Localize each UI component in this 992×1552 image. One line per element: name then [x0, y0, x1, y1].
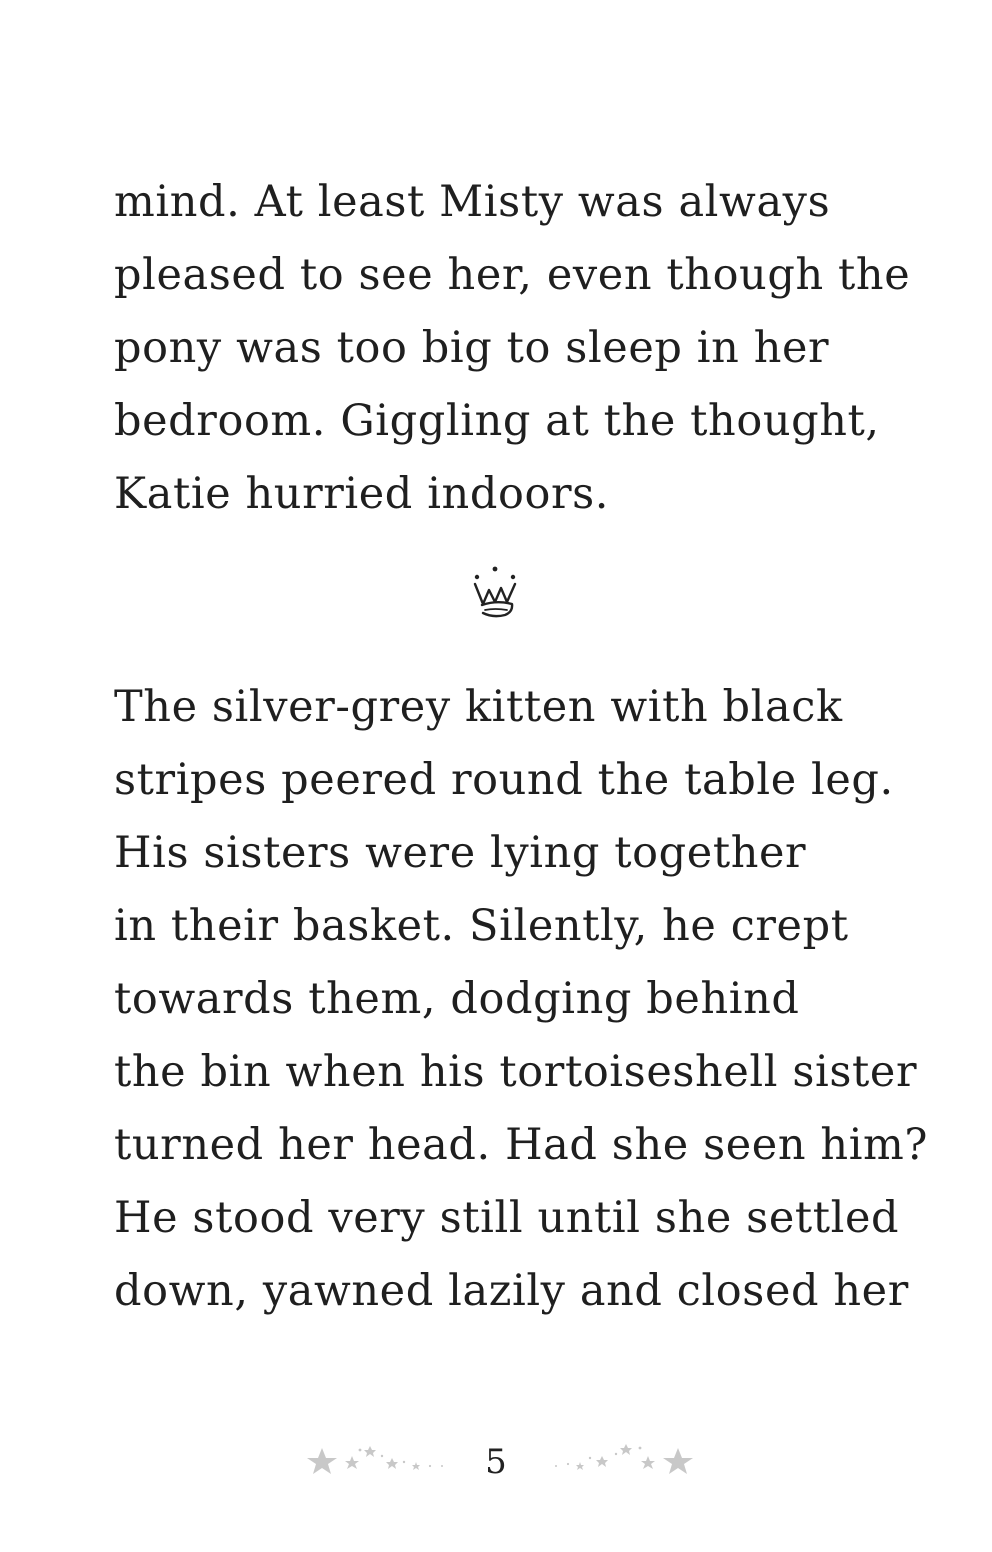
text-line: turned her head. Had she seen him? — [114, 1120, 929, 1170]
paragraph — [114, 671, 934, 1328]
page-number: 5 — [485, 1442, 507, 1482]
text-line: the bin when his tortoiseshell sister — [114, 1047, 918, 1097]
text-line: towards them, dodging behind — [114, 974, 800, 1024]
text-line: Katie hurried indoors. — [114, 469, 610, 519]
text-line: in their basket. Silently, he crept — [114, 901, 849, 951]
paragraph — [114, 166, 934, 531]
crown-icon — [463, 560, 527, 624]
star-icon — [540, 1432, 700, 1492]
text-line: The silver-grey kitten with black — [114, 682, 843, 732]
text-line: pony was too big to sleep in her — [114, 323, 830, 373]
text-line: He stood very still until she settled — [114, 1193, 900, 1243]
text-line: bedroom. Giggling at the thought, — [114, 396, 880, 446]
text-line: down, yawned lazily and closed her — [114, 1266, 909, 1316]
text-line: stripes peered round the table leg. — [114, 755, 894, 805]
text-line: pleased to see her, even though the — [114, 250, 911, 300]
text-line: mind. At least Misty was always — [114, 177, 831, 227]
text-line: His sisters were lying together — [114, 828, 807, 878]
star-icon — [300, 1432, 460, 1492]
page-footer — [0, 1432, 992, 1492]
